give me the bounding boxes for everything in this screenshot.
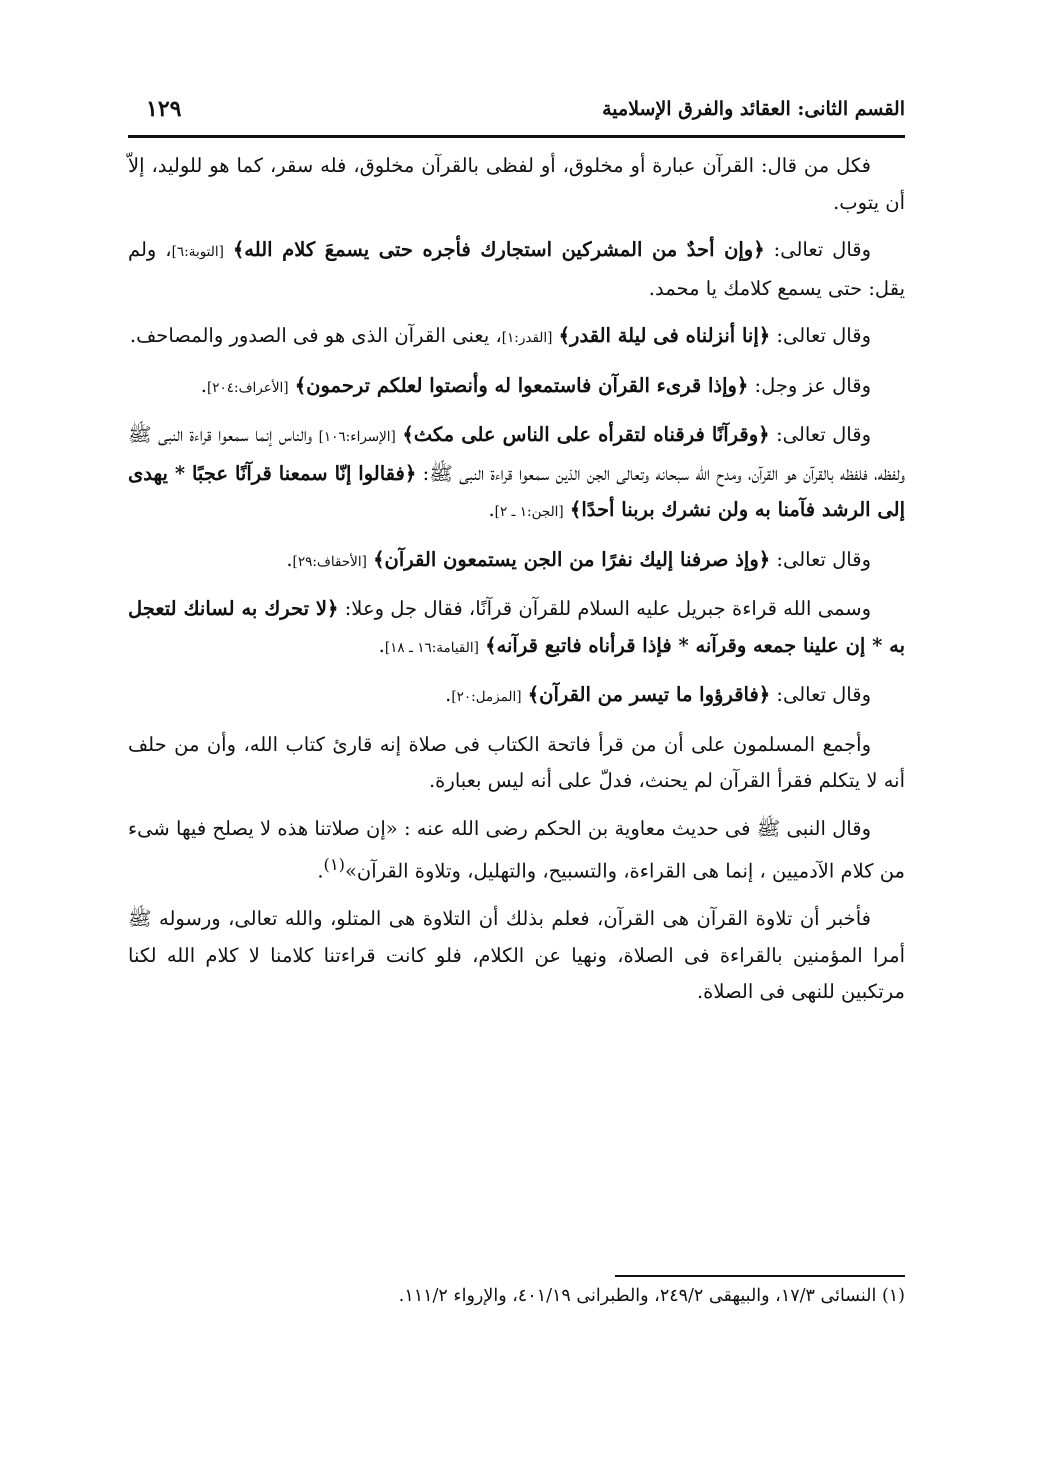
body-text: ، ولم يقل: حتى يسمع كلامك يا محمد.	[128, 238, 905, 300]
body-text: وقال تعالى:	[770, 547, 871, 571]
header-divider	[128, 135, 905, 138]
page-number: ١٢٩	[146, 96, 182, 122]
main-text	[128, 148, 905, 1022]
footnote-divider	[615, 1275, 905, 1277]
verse-reference: [المزمل:٢٠]	[451, 689, 522, 705]
quran-verse: ﴿وإذا قرىء القرآن فاستمعوا له وأنصتوا لعلكم ترحمون﴾	[294, 373, 749, 397]
quran-verse: ﴿لا تحرك به لسانك لتعجل به * إن علينا جمعه وقرآنه * فإذا قرأناه فاتبع قرآنه﴾	[128, 597, 905, 657]
verse-reference: [الأعراف:٢٠٤]	[206, 379, 289, 396]
section-title: القسم الثانى: العقائد والفرق الإسلامية	[602, 98, 905, 120]
paragraph	[128, 148, 905, 221]
body-text: وقال النبى ﷺ فى حديث معاوية بن الحكم رضى الله عنه : «إن صلاتنا هذه لا يصلح فيها شىء من كلام الآدميين ، إنما هى القراءة، والتسبيح، والتهليل، وتلاوة القرآن»	[128, 816, 905, 883]
page-header	[128, 96, 905, 130]
paragraph	[128, 727, 905, 800]
paragraph	[128, 417, 905, 531]
verse-reference: [التوبة:٦]	[171, 244, 224, 260]
body-text: وقال تعالى:	[770, 324, 871, 347]
body-text: .	[378, 633, 385, 657]
body-text: فأخبر أن تلاوة القرآن هى القرآن، فعلم بذلك أن التلاوة هى المتلو، والله تعالى، ورسوله ﷺ أمرا المؤمنين بالقراءة فى الصلاة، ونهيا عن الكلام، فلو كانت قراءتنا كلامنا لا كلام الله لكنا مرتكبين للنهى فى الصلاة.	[128, 907, 905, 1003]
body-text: .	[200, 373, 207, 397]
body-text: ، يعنى القرآن الذى هو فى الصدور والمصاحف.	[129, 324, 502, 347]
body-text: وقال تعالى:	[770, 683, 871, 706]
body-text: والناس إنما سمعوا قراءة النبى ﷺ ولفظه، فلفظه بالقرآن هو القرآن، ومدح الله سبحانه وتعالى الجن الذين سمعوا قراءة النبى ﷺ:	[128, 423, 905, 485]
verse-reference: [القدر:١]	[501, 330, 553, 346]
paragraph	[128, 811, 905, 891]
paragraph	[128, 232, 905, 307]
body-text: .	[286, 547, 293, 571]
paragraph	[128, 591, 905, 666]
quran-verse: ﴿إنا أنزلناه فى ليلة القدر﴾	[558, 324, 771, 347]
quran-verse: ﴿وقرآنًا فرقناه لتقرأه على الناس على مكث﴾	[402, 423, 770, 446]
paragraph	[128, 677, 905, 716]
quran-verse: ﴿وإذ صرفنا إليك نفرًا من الجن يستمعون القرآن﴾	[373, 547, 771, 571]
paragraph	[128, 368, 905, 407]
body-text: .	[445, 683, 452, 706]
body-text: وقال تعالى:	[764, 238, 871, 261]
footnote: (١) النسائى ١٧/٣، والبيهقى ٢٤٩/٢، والطبرانى ٤٠١/١٩، والإرواء ١١١/٢.	[398, 1286, 905, 1306]
body-text: وقال عز وجل:	[748, 373, 871, 397]
body-text: وسمى الله قراءة جبريل عليه السلام للقرآن قرآنًا، فقال جل وعلا:	[338, 597, 871, 620]
verse-reference: [القيامة:١٦ ـ ١٨]	[384, 639, 479, 656]
paragraph	[128, 542, 905, 581]
body-text: وقال تعالى:	[769, 423, 871, 446]
quran-verse: ﴿وإن أحدٌ من المشركين استجارك فأجره حتى يسمعَ كلام الله﴾	[232, 238, 765, 261]
body-text: فكل من قال: القرآن عبارة أو مخلوق، أو لفظى بالقرآن مخلوق، فله سقر، كما هو للوليد، إلاّ أن يتوب.	[128, 154, 905, 214]
body-text: وأجمع المسلمون على أن من قرأ فاتحة الكتاب فى صلاة إنه قارئ كتاب الله، وأن من حلف أنه لا يتكلم فقرأ القرآن لم يحنث، فدلّ على أنه ليس بعبارة.	[128, 732, 905, 792]
paragraph	[128, 901, 905, 1011]
footnote-marker: (١)	[323, 855, 345, 874]
verse-reference: [الأحقاف:٢٩]	[292, 553, 367, 570]
verse-reference: [الجن:١ ـ ٢]	[494, 504, 564, 520]
body-text: .	[488, 498, 495, 521]
verse-reference: [الإسراء:١٠٦]	[318, 429, 396, 445]
quran-verse: ﴿فقالوا إنّا سمعنا قرآنًا عجبًا * يهدى إلى الرشد فآمنا به ولن نشرك بربنا أحدًا﴾	[128, 461, 905, 521]
paragraph	[128, 318, 905, 357]
quran-verse: ﴿فاقرؤوا ما تيسر من القرآن﴾	[527, 683, 771, 706]
body-text: .	[317, 859, 324, 883]
body-text	[224, 238, 233, 261]
